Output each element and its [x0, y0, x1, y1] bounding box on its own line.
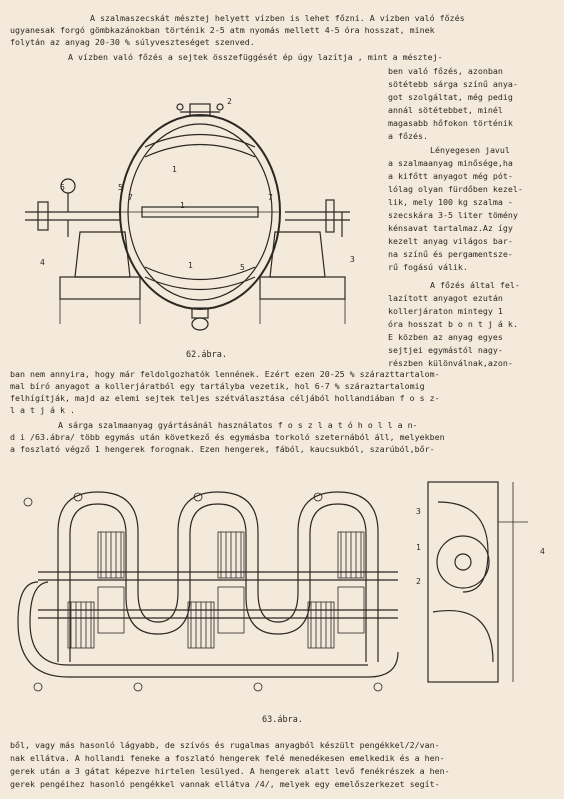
figure-label: 1	[180, 201, 185, 210]
text-line: a kifőtt anyagot még pót-	[388, 171, 513, 181]
text-line: Lényegesen javul	[430, 145, 510, 155]
figure-label: 4	[540, 547, 545, 556]
figure-62-caption: 62.ábra.	[186, 350, 227, 360]
text-line: na színű és pergamentsze-	[388, 249, 513, 259]
text-line: ben való főzés, azonban	[388, 66, 503, 76]
text-line: magasabb hőfokon történik	[388, 118, 513, 128]
text-line: nak ellátva. A hollandi feneke a foszlató hengerek felé menedékesen emelkedik és a hen-	[10, 753, 445, 763]
text-line: kénsavat tartalmaz.Az így	[388, 223, 513, 233]
text-line: annál sötétebbet, minél	[388, 105, 503, 115]
figure-63-caption: 63.ábra.	[262, 715, 303, 725]
text-line: E közben az anyag egyes	[388, 332, 503, 342]
text-line: a foszlató végző 1 hengerek forognak. Ezen hengerek, fából, kaucsukból, szarúból,bőr-	[10, 444, 435, 454]
text-line: rű fogású válik.	[388, 262, 468, 272]
figure-label: 2	[416, 577, 421, 586]
figure-63-hollander-diagram	[8, 462, 558, 712]
text-line: lazított anyagot ezután	[388, 293, 503, 303]
text-line: A szalmaszecskát mésztej helyett vízben is lehet főzni. A vízben való főzés	[90, 13, 465, 23]
text-line: A főzés által fel-	[430, 280, 520, 290]
text-line: sejtjei egymástól nagy-	[388, 345, 503, 355]
figure-62-boiler-diagram	[20, 62, 390, 352]
text-line: gerek pengéihez hasonló pengékkel vannak ellátva /4/, melyek egy emelőszerkezet segít-	[10, 779, 440, 789]
text-line: részben különválnak,azon-	[388, 358, 513, 368]
text-line: felhígítják, majd az elemi sejtek teljes szétválasztása céljából hollandiában f o s z-	[10, 393, 440, 403]
text-line: gerek után a 3 gátat képezve hirtelen lesülyed. A hengerek alatt levő fenékrészek a hen-	[10, 766, 450, 776]
figure-label: 1	[172, 165, 177, 174]
figure-label: 2	[227, 97, 232, 106]
figure-label: 5	[118, 183, 123, 192]
text-line: lólag olyan fürdőben kezel-	[388, 184, 523, 194]
text-line: kollerjáraton mintegy 1	[388, 306, 503, 316]
text-line: szecskára 3-5 liter tömény	[388, 210, 518, 220]
text-line: lik, mely 100 kg szalma -	[388, 197, 513, 207]
figure-label: 7	[128, 193, 133, 202]
text-line: ban nem annyira, hogy már feldolgozhatók lennének. Ezért ezen 20-25 % szárazttartalom-	[10, 369, 440, 379]
text-line: l a t j á k .	[10, 405, 75, 415]
figure-label: 4	[40, 258, 45, 267]
text-line: ugyanesak forgó gömbkazánokban történik 2-5 atm nyomás mellett 4-5 óra hosszat, minek	[10, 25, 435, 35]
text-line: folytán az anyag 20-30 % súlyveszteséget szenved.	[10, 37, 255, 47]
figure-label: 5	[240, 263, 245, 272]
figure-label: 3	[350, 255, 355, 264]
text-line: d i /63.ábra/ több egymás után következő és egymásba torkoló szeternából áll, melyekben	[10, 432, 445, 442]
text-line: kezelt anyag világos bar-	[388, 236, 513, 246]
figure-label: 7	[268, 193, 273, 202]
text-line: A sárga szalmaanyag gyártásánál használatos f o s z l a t ó h o l l a n-	[58, 420, 418, 430]
figure-label: 3	[416, 507, 421, 516]
text-line: A vízben való főzés a sejtek összefüggését ép úgy lazítja , mint a mésztej-	[68, 52, 443, 62]
text-line: óra hosszat b o n t j á k.	[388, 319, 518, 329]
figure-label: 1	[188, 261, 193, 270]
text-line: a szalmaanyag minősége,ha	[388, 158, 513, 168]
text-line: got szolgáltat, még pedig	[388, 92, 513, 102]
figure-label: 1	[416, 543, 421, 552]
figure-label: 6	[60, 183, 65, 192]
text-line: a főzés.	[388, 131, 428, 141]
text-line: mal bíró anyagot a kollerjáratból egy tartályba vezetik, hol 6-7 % száraztartalomig	[10, 381, 425, 391]
text-line: sötétebb sárga színű anya-	[388, 79, 518, 89]
text-line: ből, vagy más hasonló lágyabb, de szívós és rugalmas anyagból készült pengékkel/2/van-	[10, 740, 440, 750]
